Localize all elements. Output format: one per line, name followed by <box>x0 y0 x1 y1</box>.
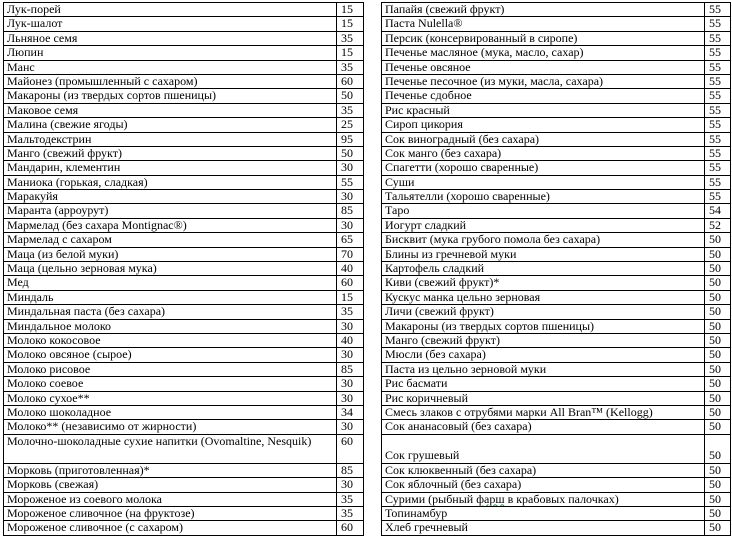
gi-value-cell: 55 <box>705 103 731 117</box>
food-name-cell: Мюсли (без сахара) <box>382 348 705 362</box>
food-name-cell: Миндаль <box>4 290 337 304</box>
table-row <box>4 305 364 319</box>
table-row <box>4 31 364 45</box>
table-row <box>382 146 731 160</box>
spellcheck-underline: фарш <box>476 492 505 506</box>
gi-value-cell: 50 <box>705 319 731 333</box>
food-name-cell: Молоко рисовое <box>4 362 337 376</box>
gi-value-cell: 55 <box>705 146 731 160</box>
gi-value-cell: 15 <box>337 46 364 60</box>
table-row <box>4 333 364 347</box>
food-name-cell: Морковь (приготовленная)* <box>4 463 337 477</box>
gi-value-cell: 15 <box>337 17 364 31</box>
gi-value-cell: 50 <box>705 391 731 405</box>
table-row <box>4 74 364 88</box>
table-row <box>4 3 364 17</box>
food-name-cell: Печенье сдобное <box>382 89 705 103</box>
food-name-cell: Сок яблочный (без сахара) <box>382 478 705 492</box>
food-name-cell: Сок виноградный (без сахара) <box>382 132 705 146</box>
food-name-cell: Личи (свежий фрукт) <box>382 305 705 319</box>
table-row <box>382 218 731 232</box>
food-name-cell: Печенье песочное (из муки, масла, сахара) <box>382 74 705 88</box>
food-name-cell: Морковь (свежая) <box>4 478 337 492</box>
table-row <box>382 420 731 434</box>
food-name-cell: Папайя (свежий фрукт) <box>382 3 705 17</box>
food-name-cell: Мармелад с сахаром <box>4 233 337 247</box>
food-name-cell: Печенье овсяное <box>382 60 705 74</box>
food-name-cell: Люпин <box>4 46 337 60</box>
table-row <box>4 204 364 218</box>
gi-value-cell: 50 <box>705 290 731 304</box>
table-row <box>382 492 731 506</box>
food-name-cell: Мандарин, клементин <box>4 161 337 175</box>
table-row <box>4 463 364 477</box>
food-name-cell: Сок ананасовый (без сахара) <box>382 420 705 434</box>
gi-value-cell: 50 <box>705 521 731 535</box>
food-name-cell: Сироп цикория <box>382 118 705 132</box>
gi-value-cell: 30 <box>337 319 364 333</box>
food-name-cell: Хлеб гречневый <box>382 521 705 535</box>
food-name-cell: Мороженое из соевого молока <box>4 492 337 506</box>
food-name-cell: Лук-порей <box>4 3 337 17</box>
table-row <box>382 89 731 103</box>
table-row <box>4 319 364 333</box>
table-body <box>382 3 731 536</box>
food-name-cell: Печенье масляное (мука, масло, сахар) <box>382 46 705 60</box>
food-name-cell: Молоко** (независимо от жирности) <box>4 420 337 434</box>
table-row <box>382 190 731 204</box>
gi-value-cell: 54 <box>705 204 731 218</box>
food-name-cell: Таро <box>382 204 705 218</box>
food-name-cell: Мороженое сливочное (с сахаром) <box>4 521 337 535</box>
table-row <box>4 161 364 175</box>
table-row <box>382 521 731 535</box>
gi-value-cell: 30 <box>337 478 364 492</box>
table-row <box>4 103 364 117</box>
gi-value-cell: 34 <box>337 405 364 419</box>
gi-value-cell: 55 <box>705 175 731 189</box>
food-name-cell: Миндальная паста (без сахара) <box>4 305 337 319</box>
food-name-cell: Мед <box>4 276 337 290</box>
food-name-cell: Спагетти (хорошо сваренные) <box>382 161 705 175</box>
table-row <box>382 319 731 333</box>
table-row <box>4 118 364 132</box>
gi-value-cell: 50 <box>705 506 731 520</box>
gi-value-cell: 25 <box>337 118 364 132</box>
gi-value-cell: 55 <box>705 46 731 60</box>
gi-value-cell: 50 <box>705 305 731 319</box>
gi-value-cell: 60 <box>337 74 364 88</box>
food-name-cell: Мороженое сливочное (на фруктозе) <box>4 506 337 520</box>
gi-value-cell: 55 <box>337 175 364 189</box>
gi-value-cell: 30 <box>337 161 364 175</box>
table-row <box>382 506 731 520</box>
food-name-cell: Мармелад (без сахара Montignac®) <box>4 218 337 232</box>
gi-value-cell: 55 <box>705 74 731 88</box>
food-name-cell: Иогурт сладкий <box>382 218 705 232</box>
table-row <box>382 405 731 419</box>
food-name-cell: Макароны (из твердых сортов пшеницы) <box>4 89 337 103</box>
gi-value-cell: 55 <box>705 132 731 146</box>
gi-value-cell: 55 <box>705 17 731 31</box>
table-row <box>382 46 731 60</box>
food-name-cell: Тальятелли (хорошо сваренные) <box>382 190 705 204</box>
table-row <box>4 377 364 391</box>
gi-value-cell: 50 <box>705 463 731 477</box>
gi-value-cell: 30 <box>337 377 364 391</box>
gi-value-cell: 50 <box>705 348 731 362</box>
food-name-cell: Лук-шалот <box>4 17 337 31</box>
food-name-cell: Миндальное молоко <box>4 319 337 333</box>
table-row <box>382 463 731 477</box>
food-name-cell: Молоко овсяное (сырое) <box>4 348 337 362</box>
food-name-cell: Картофель сладкий <box>382 262 705 276</box>
gi-value-cell: 15 <box>337 290 364 304</box>
gi-value-cell: 40 <box>337 262 364 276</box>
gi-value-cell: 50 <box>705 434 731 463</box>
gi-value-cell: 55 <box>705 118 731 132</box>
food-name-cell: Рис коричневый <box>382 391 705 405</box>
table-row <box>382 132 731 146</box>
table-row <box>382 161 731 175</box>
table-row <box>4 132 364 146</box>
glycemic-index-table-left <box>3 2 364 536</box>
food-name-cell: Кускус манка цельно зерновая <box>382 290 705 304</box>
gi-value-cell: 85 <box>337 463 364 477</box>
table-row <box>382 262 731 276</box>
table-row <box>382 348 731 362</box>
food-name-cell: Молоко сухое** <box>4 391 337 405</box>
gi-value-cell: 50 <box>705 247 731 261</box>
food-name-cell: Маракуйя <box>4 190 337 204</box>
food-name-cell: Сок манго (без сахара) <box>382 146 705 160</box>
food-name-cell: Льняное семя <box>4 31 337 45</box>
food-name-cell: Манс <box>4 60 337 74</box>
gi-value-cell: 50 <box>705 276 731 290</box>
gi-value-cell: 55 <box>705 3 731 17</box>
table-row <box>4 478 364 492</box>
food-name-cell: Бисквит (мука грубого помола без сахара) <box>382 233 705 247</box>
gi-value-cell: 35 <box>337 492 364 506</box>
gi-value-cell: 55 <box>705 31 731 45</box>
table-row <box>382 391 731 405</box>
table-row <box>382 103 731 117</box>
food-name-cell: Сок клюквенный (без сахара) <box>382 463 705 477</box>
table-row <box>4 405 364 419</box>
gi-value-cell: 65 <box>337 233 364 247</box>
table-row <box>382 60 731 74</box>
gi-value-cell: 50 <box>705 405 731 419</box>
food-name-cell: Смесь злаков с отрубями марки All Bran™ (Kellogg) <box>382 405 705 419</box>
food-name-cell: Молоко кокосовое <box>4 333 337 347</box>
food-name-cell: Молочно-шоколадные сухие напитки (Ovomaltine, Nesquik) <box>4 434 337 463</box>
food-name-cell: Рис басмати <box>382 377 705 391</box>
gi-value-cell: 40 <box>337 333 364 347</box>
glycemic-index-table-right <box>381 2 731 536</box>
gi-value-cell: 50 <box>705 233 731 247</box>
gi-value-cell: 35 <box>337 31 364 45</box>
gi-value-cell: 35 <box>337 103 364 117</box>
gi-value-cell: 30 <box>337 218 364 232</box>
table-row <box>382 478 731 492</box>
gi-value-cell: 50 <box>705 478 731 492</box>
gi-value-cell: 85 <box>337 362 364 376</box>
food-name-cell: Маца (цельно зерновая мука) <box>4 262 337 276</box>
food-name-cell: Сок грушевый <box>382 434 705 463</box>
gi-value-cell: 60 <box>337 434 364 463</box>
gi-value-cell: 50 <box>705 362 731 376</box>
gi-value-cell: 70 <box>337 247 364 261</box>
gi-value-cell: 60 <box>337 276 364 290</box>
table-row <box>382 74 731 88</box>
table-row <box>4 506 364 520</box>
gi-value-cell: 50 <box>337 89 364 103</box>
food-name-cell: Сурими (рыбный фарш в крабовых палочках) <box>382 492 705 506</box>
gi-value-cell: 15 <box>337 3 364 17</box>
food-name-cell: Майонез (промышленный с сахаром) <box>4 74 337 88</box>
gi-value-cell: 55 <box>705 89 731 103</box>
food-name-cell: Манго (свежий фрукт) <box>382 333 705 347</box>
food-name-cell: Маранта (арроурут) <box>4 204 337 218</box>
table-row <box>382 290 731 304</box>
table-row <box>382 276 731 290</box>
gi-value-cell: 52 <box>705 218 731 232</box>
gi-value-cell: 30 <box>337 420 364 434</box>
table-row <box>382 17 731 31</box>
food-name-cell: Паста из цельно зерновой муки <box>382 362 705 376</box>
food-name-cell: Малина (свежие ягоды) <box>4 118 337 132</box>
table-row <box>382 175 731 189</box>
table-row <box>382 362 731 376</box>
gi-value-cell: 50 <box>705 333 731 347</box>
food-name-cell: Рис красный <box>382 103 705 117</box>
table-row <box>382 204 731 218</box>
table-row <box>4 420 364 434</box>
table-row <box>4 218 364 232</box>
food-name-cell: Персик (консервированный в сиропе) <box>382 31 705 45</box>
food-name-cell: Мальтодекстрин <box>4 132 337 146</box>
food-name-cell: Киви (свежий фрукт)* <box>382 276 705 290</box>
table-row <box>382 247 731 261</box>
table-row <box>4 521 364 535</box>
table-row <box>4 391 364 405</box>
table-row <box>4 46 364 60</box>
table-row <box>4 146 364 160</box>
table-row <box>4 362 364 376</box>
food-name-cell: Маца (из белой муки) <box>4 247 337 261</box>
table-row <box>4 434 364 463</box>
table-row <box>4 233 364 247</box>
gi-value-cell: 50 <box>705 492 731 506</box>
gi-value-cell: 50 <box>705 262 731 276</box>
food-name-cell: Топинамбур <box>382 506 705 520</box>
gi-value-cell: 30 <box>337 391 364 405</box>
table-row <box>382 305 731 319</box>
gi-value-cell: 30 <box>337 190 364 204</box>
gi-value-cell: 30 <box>337 348 364 362</box>
table-row <box>4 262 364 276</box>
table-row <box>4 60 364 74</box>
table-row <box>382 377 731 391</box>
food-name-cell: Молоко соевое <box>4 377 337 391</box>
table-body <box>4 3 364 536</box>
gi-value-cell: 50 <box>705 377 731 391</box>
food-name-cell: Блины из гречневой муки <box>382 247 705 261</box>
gi-value-cell: 60 <box>337 521 364 535</box>
table-row <box>4 290 364 304</box>
gi-value-cell: 50 <box>337 146 364 160</box>
table-row <box>4 175 364 189</box>
food-name-cell: Манго (свежий фрукт) <box>4 146 337 160</box>
table-row <box>382 333 731 347</box>
table-row <box>4 276 364 290</box>
table-row <box>4 247 364 261</box>
table-row <box>4 17 364 31</box>
gi-value-cell: 55 <box>705 190 731 204</box>
food-name-cell: Маковое семя <box>4 103 337 117</box>
gi-value-cell: 55 <box>705 60 731 74</box>
table-row <box>4 492 364 506</box>
food-name-cell: Молоко шоколадное <box>4 405 337 419</box>
table-row <box>382 434 731 463</box>
food-name-cell: Суши <box>382 175 705 189</box>
table-row <box>382 3 731 17</box>
food-name-cell: Паста Nulella® <box>382 17 705 31</box>
gi-value-cell: 95 <box>337 132 364 146</box>
table-row <box>382 31 731 45</box>
table-row <box>4 348 364 362</box>
table-row <box>382 233 731 247</box>
gi-value-cell: 35 <box>337 60 364 74</box>
table-row <box>4 89 364 103</box>
gi-value-cell: 55 <box>705 161 731 175</box>
gi-value-cell: 50 <box>705 420 731 434</box>
gi-value-cell: 35 <box>337 506 364 520</box>
table-row <box>382 118 731 132</box>
gi-value-cell: 35 <box>337 305 364 319</box>
table-row <box>4 190 364 204</box>
food-name-cell: Макароны (из твердых сортов пшеницы) <box>382 319 705 333</box>
gi-value-cell: 85 <box>337 204 364 218</box>
food-name-cell: Маниока (горькая, сладкая) <box>4 175 337 189</box>
